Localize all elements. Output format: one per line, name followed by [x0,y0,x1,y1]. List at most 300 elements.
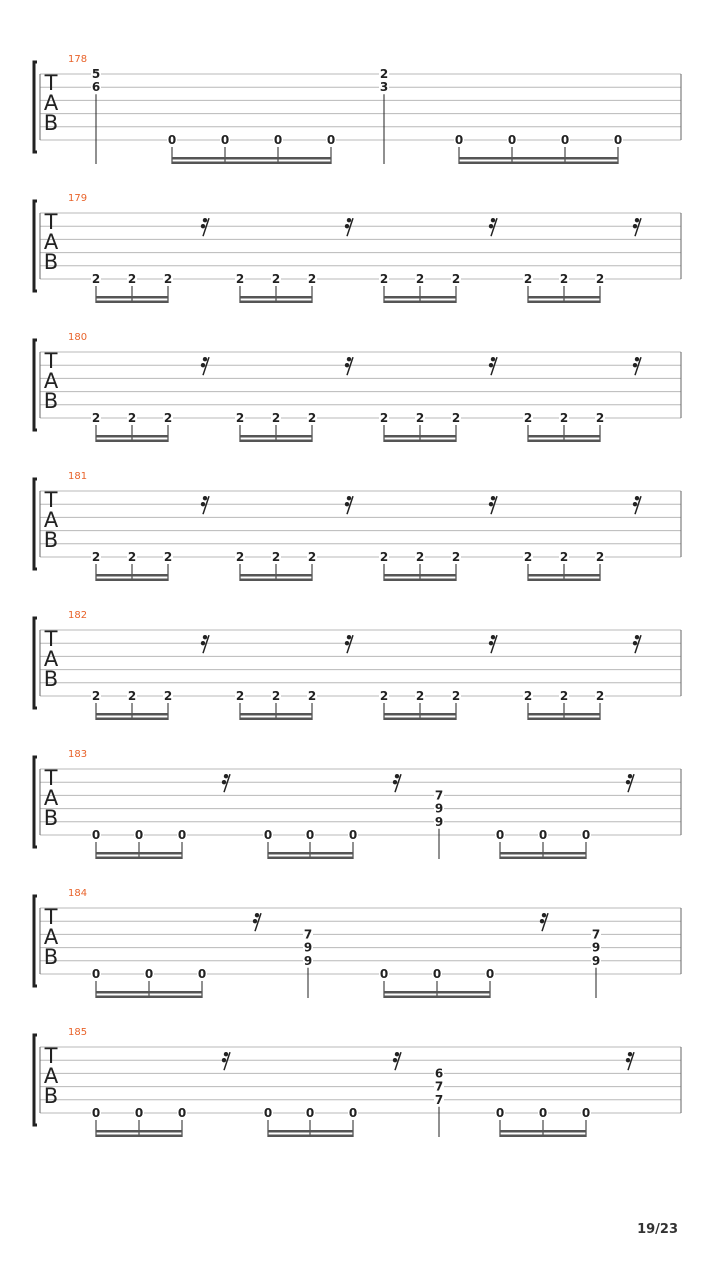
chord [434,1066,444,1137]
chord [434,788,444,859]
measure-number: 182 [68,610,88,621]
rest-flag [345,224,349,228]
sixteenth-rest [489,357,497,375]
rest-flag [633,363,637,367]
note-beam [500,852,586,855]
note-beam [528,574,600,577]
tab-clef-letter: B [43,528,59,552]
note-beam [96,301,168,304]
note-beam [384,301,456,304]
fret-number: 2 [595,411,605,425]
sixteenth-rest [345,635,353,653]
fret-number: 9 [434,814,444,829]
fret-number: 0 [581,828,591,842]
rest-flag [347,218,351,222]
sixteenth-rest [489,218,497,236]
fret-number: 2 [307,550,317,564]
sixteenth-rest [393,1052,401,1070]
fret-number: 9 [591,940,601,955]
note-beam [240,579,312,582]
fret-number: 2 [379,272,389,286]
beamed-note-group [91,689,173,720]
system-bracket [34,1035,37,1125]
beamed-note-group [91,967,207,998]
fret-number: 2 [307,689,317,703]
rest-flag [345,641,349,645]
tab-system [34,193,681,303]
rest-flag [255,913,259,917]
rest-flag [224,1052,228,1056]
fret-number: 0 [91,1106,101,1120]
fret-number: 0 [348,828,358,842]
tab-system [34,54,681,164]
note-beam [96,440,168,443]
tab-clef-letter: A [43,1064,59,1088]
fret-number: 0 [144,967,154,981]
fret-number: 0 [326,133,336,147]
sixteenth-rest [633,357,641,375]
beamed-note-group [167,133,336,164]
tab-clef-letter: T [44,627,58,651]
fret-number: 2 [127,550,137,564]
note-beam [384,713,456,716]
tab-clef-letter: A [43,230,59,254]
rest-flag [203,357,207,361]
page-number: 19/23 [637,1222,678,1237]
fret-number: 0 [305,828,315,842]
fret-number: 0 [485,967,495,981]
rest-flag [491,357,495,361]
rest-flag [201,502,205,506]
tab-system [34,332,681,442]
fret-number: 7 [434,788,444,803]
fret-number: 2 [523,689,533,703]
note-beam [500,1130,586,1133]
system-bracket [34,201,37,291]
tab-clef-letter: A [43,647,59,671]
rest-flag [628,1052,632,1056]
fret-number: 2 [91,550,101,564]
note-beam [528,579,600,582]
note-beam [528,440,600,443]
fret-number: 0 [454,133,464,147]
note-beam [240,713,312,716]
note-beam [528,296,600,299]
note-beam [240,718,312,721]
sixteenth-rest [253,913,261,931]
note-beam [268,1130,353,1133]
note-beam [268,857,353,860]
fret-number: 0 [613,133,623,147]
rest-flag [345,502,349,506]
fret-number: 3 [379,80,389,95]
measure-number: 185 [68,1027,88,1038]
fret-number: 0 [220,133,230,147]
rest-flag [395,1052,399,1056]
beamed-note-group [263,828,358,859]
fret-number: 7 [434,1092,444,1107]
sixteenth-rest [201,218,209,236]
sixteenth-rest [222,1052,230,1070]
fret-number: 9 [303,953,313,968]
fret-number: 9 [591,953,601,968]
note-beam [384,579,456,582]
fret-number: 2 [523,272,533,286]
tab-clef-letter: B [43,111,59,135]
rest-flag [203,635,207,639]
note-beam [384,718,456,721]
fret-number: 2 [127,411,137,425]
rest-flag [635,496,639,500]
rest-flag [628,774,632,778]
note-beam [240,296,312,299]
fret-number: 2 [595,689,605,703]
rest-flag [489,363,493,367]
rest-flag [201,363,205,367]
rest-flag [489,641,493,645]
beamed-note-group [454,133,623,164]
note-beam [96,713,168,716]
note-beam [459,162,618,165]
fret-number: 0 [177,1106,187,1120]
note-beam [384,991,490,994]
fret-number: 9 [434,801,444,816]
measure-number: 181 [68,471,88,482]
tab-clef-letter: B [43,667,59,691]
system-bracket [34,340,37,430]
fret-number: 2 [415,689,425,703]
beamed-note-group [235,411,317,442]
chord [379,67,389,164]
fret-number: 0 [177,828,187,842]
fret-number: 2 [379,411,389,425]
fret-number: 2 [451,272,461,286]
beamed-note-group [91,828,187,859]
fret-number: 0 [91,967,101,981]
tab-clef-letter: T [44,488,58,512]
fret-number: 0 [495,1106,505,1120]
fret-number: 2 [307,272,317,286]
fret-number: 2 [127,272,137,286]
note-beam [96,852,182,855]
chord [303,927,313,998]
fret-number: 0 [379,967,389,981]
beamed-note-group [379,272,461,303]
beamed-note-group [263,1106,358,1137]
beamed-note-group [379,967,495,998]
beamed-note-group [91,550,173,581]
rest-flag [491,218,495,222]
sixteenth-rest [626,774,634,792]
tab-clef-letter: T [44,71,58,95]
rest-flag [626,780,630,784]
tab-system [34,888,681,998]
beamed-note-group [523,272,605,303]
rest-flag [635,218,639,222]
fret-number: 0 [91,828,101,842]
beamed-note-group [91,411,173,442]
fret-number: 2 [235,411,245,425]
fret-number: 2 [451,550,461,564]
system-bracket [34,618,37,708]
rest-flag [626,1058,630,1062]
beamed-note-group [235,689,317,720]
fret-number: 2 [271,689,281,703]
fret-number: 2 [415,272,425,286]
sixteenth-rest [489,496,497,514]
fret-number: 0 [197,967,207,981]
fret-number: 2 [595,272,605,286]
tab-clef-letter: A [43,91,59,115]
note-beam [96,574,168,577]
note-beam [96,579,168,582]
rest-flag [491,496,495,500]
measure-number: 178 [68,54,88,65]
fret-number: 2 [379,67,389,81]
fret-number: 0 [538,1106,548,1120]
fret-number: 2 [451,689,461,703]
rest-flag [540,919,544,923]
tab-clef-letter: T [44,349,58,373]
fret-number: 0 [263,828,273,842]
sixteenth-rest [201,496,209,514]
beamed-note-group [91,1106,187,1137]
fret-number: 0 [538,828,548,842]
rest-flag [347,357,351,361]
fret-number: 2 [91,411,101,425]
note-beam [96,718,168,721]
note-beam [96,996,202,999]
note-beam [528,718,600,721]
rest-flag [222,1058,226,1062]
fret-number: 7 [591,927,601,942]
note-beam [96,435,168,438]
rest-flag [489,224,493,228]
rest-flag [347,635,351,639]
fret-number: 0 [495,828,505,842]
fret-number: 0 [560,133,570,147]
fret-number: 0 [581,1106,591,1120]
note-beam [268,1135,353,1138]
chord [91,67,101,164]
tab-clef-letter: T [44,905,58,929]
fret-number: 2 [271,550,281,564]
measure-number: 180 [68,332,88,343]
note-beam [172,162,331,165]
fret-number: 2 [523,550,533,564]
fret-number: 2 [415,550,425,564]
fret-number: 2 [163,411,173,425]
tab-clef-letter: B [43,389,59,413]
rest-flag [203,496,207,500]
rest-flag [345,363,349,367]
tab-clef-letter: T [44,766,58,790]
rest-flag [633,224,637,228]
sixteenth-rest [345,357,353,375]
measure-number: 179 [68,193,88,204]
fret-number: 2 [451,411,461,425]
fret-number: 0 [134,1106,144,1120]
fret-number: 6 [91,80,101,95]
sixteenth-rest [345,218,353,236]
tab-clef-letter: A [43,508,59,532]
note-beam [240,301,312,304]
note-beam [500,857,586,860]
note-beam [96,1135,182,1138]
system-bracket [34,479,37,569]
sixteenth-rest [201,357,209,375]
sixteenth-rest [489,635,497,653]
fret-number: 9 [303,940,313,955]
rest-flag [635,357,639,361]
fret-number: 2 [163,550,173,564]
note-beam [384,574,456,577]
system-bracket [34,896,37,986]
note-beam [96,857,182,860]
sixteenth-rest [633,496,641,514]
measure-number: 183 [68,749,88,760]
fret-number: 2 [379,550,389,564]
fret-number: 2 [559,411,569,425]
tab-system [34,610,681,720]
fret-number: 2 [163,272,173,286]
rest-flag [491,635,495,639]
note-beam [384,440,456,443]
note-beam [240,440,312,443]
note-beam [384,996,490,999]
tab-clef-letter: B [43,1084,59,1108]
rest-flag [203,218,207,222]
tab-clef-letter: A [43,786,59,810]
chord [591,927,601,998]
measure-number: 184 [68,888,88,899]
note-beam [268,852,353,855]
tab-clef-letter: T [44,1044,58,1068]
sixteenth-rest [633,635,641,653]
sixteenth-rest [626,1052,634,1070]
beamed-note-group [523,550,605,581]
tab-clef-letter: A [43,369,59,393]
fret-number: 2 [523,411,533,425]
rest-flag [635,635,639,639]
tab-clef-letter: B [43,250,59,274]
tab-clef-letter: T [44,210,58,234]
note-beam [459,157,618,160]
fret-number: 2 [91,689,101,703]
fret-number: 2 [271,411,281,425]
tab-system [34,471,681,581]
rest-flag [542,913,546,917]
rest-flag [393,1058,397,1062]
beamed-note-group [495,1106,591,1137]
fret-number: 7 [303,927,313,942]
rest-flag [633,502,637,506]
beamed-note-group [379,550,461,581]
fret-number: 0 [273,133,283,147]
fret-number: 2 [235,272,245,286]
system-bracket [34,757,37,847]
tab-system [34,1027,681,1137]
beamed-note-group [379,411,461,442]
note-beam [528,301,600,304]
fret-number: 6 [434,1066,444,1081]
rest-flag [347,496,351,500]
note-beam [384,435,456,438]
note-beam [528,713,600,716]
rest-flag [253,919,257,923]
rest-flag [489,502,493,506]
tab-system [34,749,681,859]
fret-number: 0 [263,1106,273,1120]
sixteenth-rest [222,774,230,792]
fret-number: 5 [91,67,101,81]
beamed-note-group [91,272,173,303]
tab-clef-letter: B [43,945,59,969]
beamed-note-group [523,411,605,442]
fret-number: 2 [559,689,569,703]
fret-number: 2 [271,272,281,286]
fret-number: 2 [307,411,317,425]
tab-clef-letter: B [43,806,59,830]
beamed-note-group [235,272,317,303]
fret-number: 0 [348,1106,358,1120]
rest-flag [393,780,397,784]
beamed-note-group [379,689,461,720]
fret-number: 0 [305,1106,315,1120]
fret-number: 2 [559,550,569,564]
rest-flag [201,224,205,228]
sixteenth-rest [393,774,401,792]
fret-number: 2 [379,689,389,703]
rest-flag [633,641,637,645]
note-beam [240,574,312,577]
system-bracket [34,62,37,152]
fret-number: 0 [134,828,144,842]
sixteenth-rest [540,913,548,931]
beamed-note-group [495,828,591,859]
note-beam [240,435,312,438]
fret-number: 2 [163,689,173,703]
tab-clef-letter: A [43,925,59,949]
beamed-note-group [523,689,605,720]
fret-number: 0 [167,133,177,147]
note-beam [172,157,331,160]
fret-number: 0 [432,967,442,981]
note-beam [500,1135,586,1138]
fret-number: 0 [507,133,517,147]
beamed-note-group [235,550,317,581]
rest-flag [224,774,228,778]
note-beam [384,296,456,299]
fret-number: 7 [434,1079,444,1094]
fret-number: 2 [559,272,569,286]
fret-number: 2 [235,689,245,703]
fret-number: 2 [127,689,137,703]
sixteenth-rest [345,496,353,514]
note-beam [96,1130,182,1133]
rest-flag [222,780,226,784]
note-beam [96,296,168,299]
rest-flag [395,774,399,778]
sixteenth-rest [633,218,641,236]
note-beam [528,435,600,438]
sixteenth-rest [201,635,209,653]
fret-number: 2 [415,411,425,425]
fret-number: 2 [235,550,245,564]
fret-number: 2 [595,550,605,564]
note-beam [96,991,202,994]
fret-number: 2 [91,272,101,286]
